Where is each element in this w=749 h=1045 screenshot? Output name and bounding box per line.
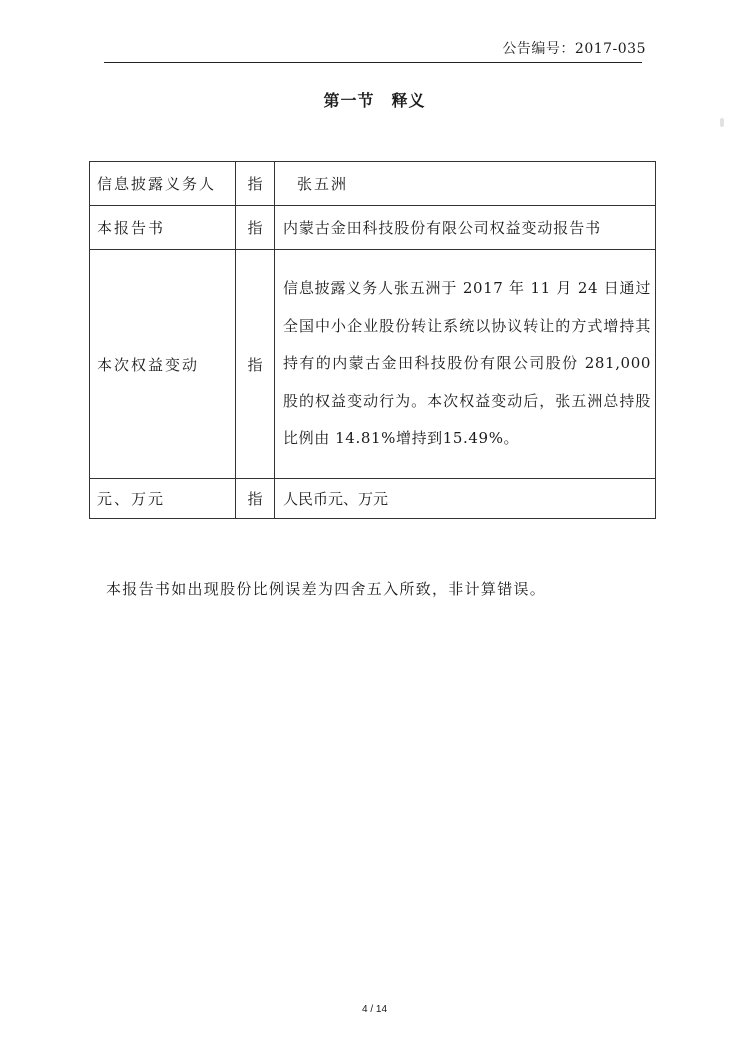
pointer-cell: 指 [236,479,275,519]
meaning-cell: 内蒙古金田科技股份有限公司权益变动报告书 [275,206,656,250]
term-cell: 本报告书 [90,206,236,250]
table-row [90,250,656,479]
announcement-number: 公告编号：2017-035 [502,41,646,57]
pointer-cell: 指 [236,162,275,206]
pointer-cell: 指 [236,250,275,479]
term-cell: 信息披露义务人 [90,162,236,206]
rounding-note: 本报告书如出现股份比例误差为四舍五入所致，非计算错误。 [106,580,547,598]
table-row [90,479,656,519]
page-number: 4 / 14 [361,1004,388,1015]
pointer-cell: 指 [236,206,275,250]
table-row [90,162,656,206]
meaning-cell: 信息披露义务人张五洲于 2017 年 11 月 24 日通过全国中小企业股份转让系统以协议转让的方式增持其持有的内蒙古金田科技股份有限公司股份 281,000 股的权益变动行为。本次权益变动后，张五洲总持股比例由 14.81%增持到15.49%。 [275,250,656,479]
section-title: 第一节 释义 [323,91,426,110]
table-row [90,206,656,250]
meaning-cell [275,162,656,206]
term-cell: 本次权益变动 [90,250,236,479]
header-divider [104,62,642,63]
meaning-text: 张五洲 [297,175,349,193]
scan-speck [720,118,724,127]
term-cell: 元、万元 [90,479,236,519]
meaning-cell: 人民币元、万元 [275,479,656,519]
definitions-table [89,161,656,519]
